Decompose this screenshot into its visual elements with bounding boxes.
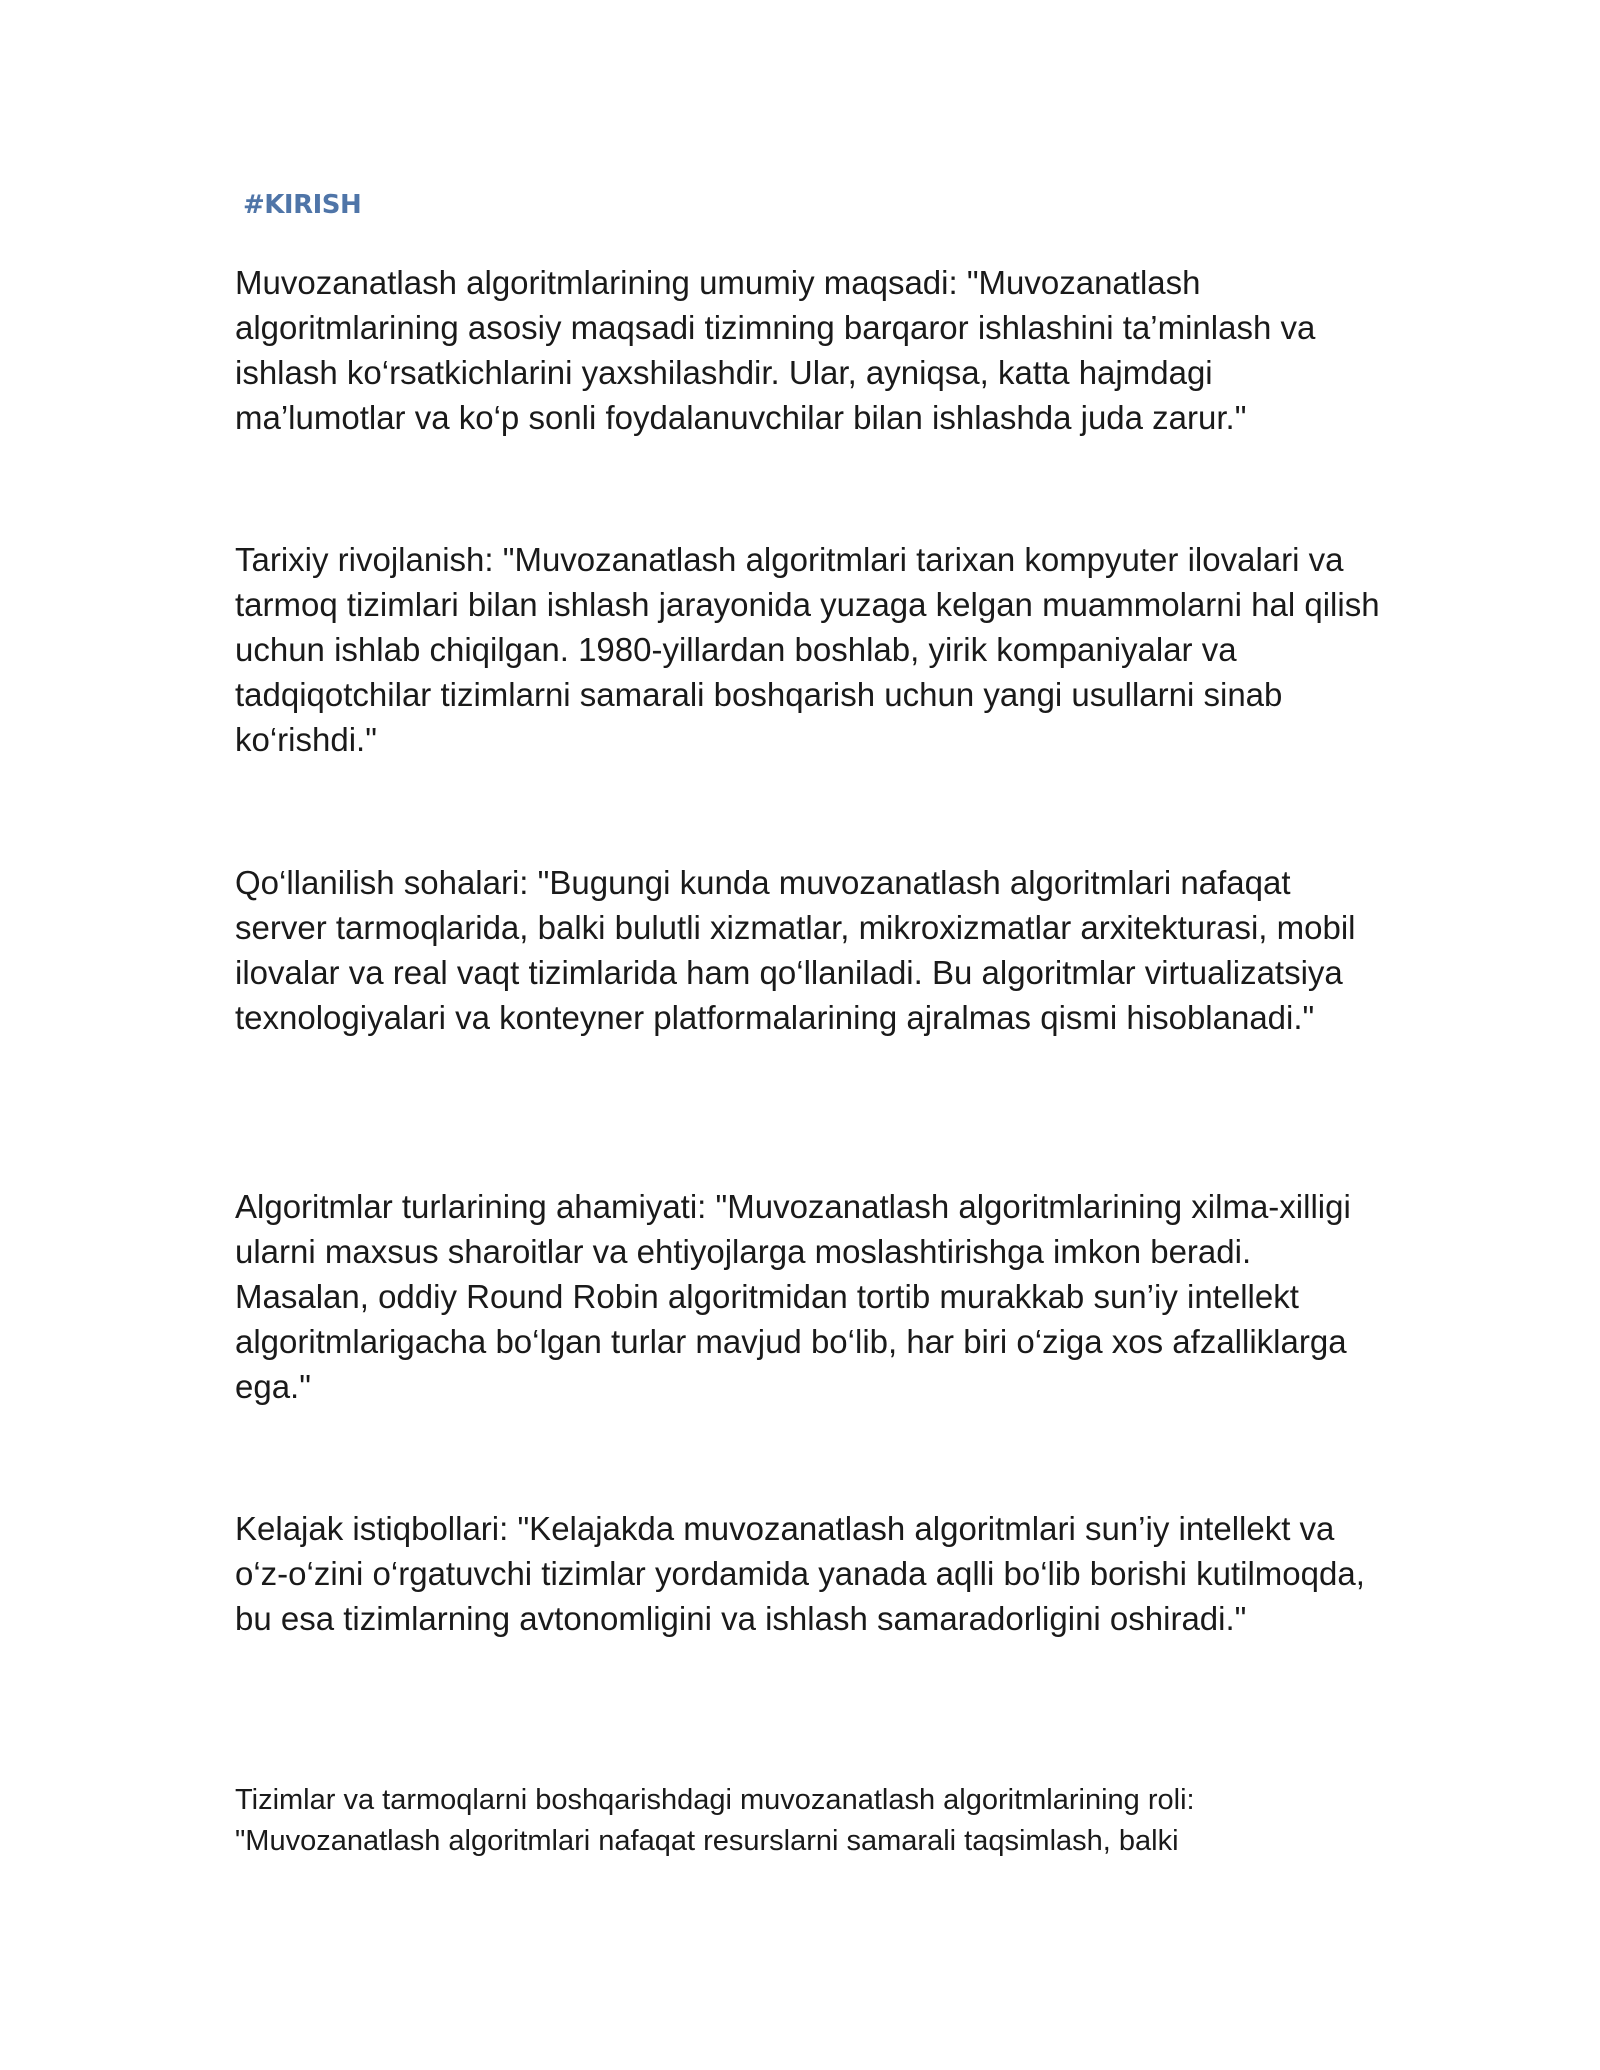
paragraph-tarixiy-rivojlanish: Tarixiy rivojlanish: "Muvozanatlash algoritmlari tarixan kompyuter ilovalari va tarmoq tizimlari bilan ishlash jarayonida yuzaga kelgan muammolarni hal qilish uchun ishlab chiqilgan. 1980-yillardan boshlab, yirik kompaniyalar va tadqiqotchilar tizimlarni samarali boshqarish uchun yangi usullarni sinab ko‘rishdi." xyxy=(235,541,1380,758)
paragraph-qollanilish-sohalari: Qo‘llanilish sohalari: "Bugungi kunda muvozanatlash algoritmlari nafaqat server tarmoqlarida, balki bulutli xizmatlar, mikroxizmatlar arxitekturasi, mobil ilovalar va real vaqt tizimlarida ham qo‘llaniladi. Bu algoritmlar virtualizatsiya texnologiyalari va konteyner platformalarining ajralmas qismi hisoblanadi." xyxy=(235,864,1356,1036)
paragraph-boshqarishdagi-roli: Tizimlar va tarmoqlarni boshqarishdagi muvozanatlash algoritmlarining roli: "Muvozanatlash algoritmlari nafaqat resurslarni samarali taqsimlash, balki xyxy=(235,1784,1195,1857)
paragraph-kelajak-istiqbollari: Kelajak istiqbollari: "Kelajakda muvozanatlash algoritmlari sun’iy intellekt va o‘z-o‘zini o‘rgatuvchi tizimlar yordamida yanada aqlli bo‘lib borishi kutilmoqda, bu esa tizimlarning avtonomligini va ishlash samaradorligini oshiradi." xyxy=(235,1510,1365,1637)
section-heading: #KIRISH xyxy=(243,190,362,220)
paragraph-umumiy-maqsad: Muvozanatlash algoritmlarining umumiy maqsadi: "Muvozanatlash algoritmlarining asosiy maqsadi tizimning barqaror ishlashini ta’minlash va ishlash ko‘rsatkichlarini yaxshilashdir. Ular, ayniqsa, katta hajmdagi ma’lumotlar va ko‘p sonli foydalanuvchilar bilan ishlashda juda zarur." xyxy=(235,264,1316,436)
paragraph-algoritmlar-turlari: Algoritmlar turlarining ahamiyati: "Muvozanatlash algoritmlarining xilma-xilligi ularni maxsus sharoitlar va ehtiyojlarga moslashtirishga imkon beradi. Masalan, oddiy Round Robin algoritmidan tortib murakkab sun’iy intellekt algoritmlarigacha bo‘lgan turlar mavjud bo‘lib, har biri o‘ziga xos afzalliklarga ega." xyxy=(235,1188,1351,1405)
